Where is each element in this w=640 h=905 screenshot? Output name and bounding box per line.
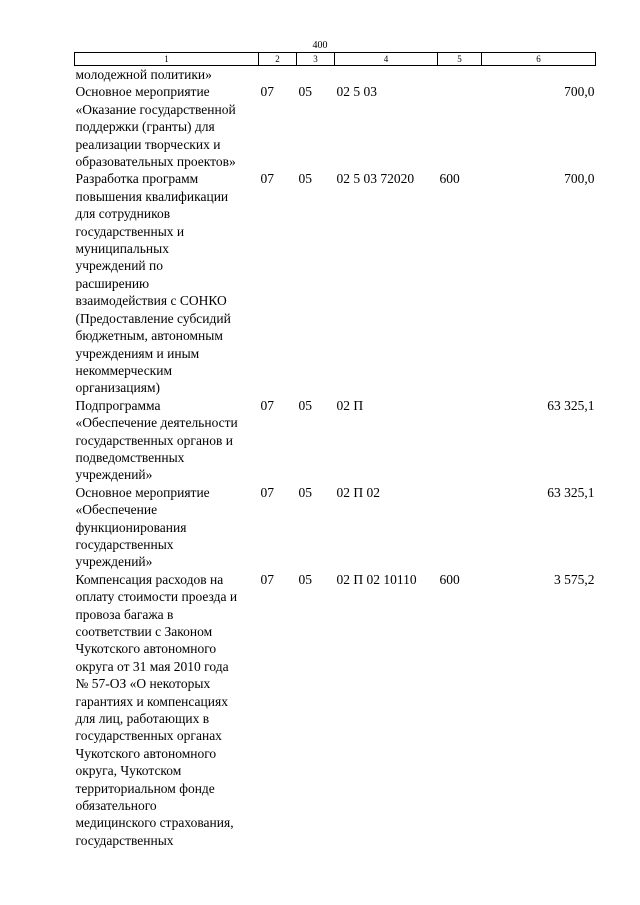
budget-table xyxy=(74,52,596,849)
table-row xyxy=(75,66,596,84)
row-name-line: учреждений по xyxy=(75,258,163,274)
row-expense-type-cell xyxy=(438,484,482,571)
row-name-line: территориальном фонде xyxy=(75,780,215,796)
row-name-line: государственных органов и xyxy=(75,432,233,448)
row-name-line: провоза багажа в xyxy=(75,606,174,622)
table-row xyxy=(75,170,596,396)
row-name-line: оплату стоимости проезда и xyxy=(75,589,238,605)
row-target-cell: 02 5 03 72020 xyxy=(336,171,415,187)
row-name-line: (Предоставление субсидий xyxy=(75,310,231,326)
row-name-cell xyxy=(75,170,259,396)
row-name-line: обязательного xyxy=(75,798,157,814)
row-amount-cell: 700,0 xyxy=(564,84,595,100)
row-name-line: организациям) xyxy=(75,380,161,396)
row-name-line: молодежной политики» xyxy=(75,67,212,82)
row-subsection-cell: 05 xyxy=(298,84,312,100)
row-section-cell xyxy=(259,66,297,84)
row-name-line: для лиц, работающих в xyxy=(75,711,210,727)
row-name-line: гарантиях и компенсациях xyxy=(75,693,228,709)
page-number: 400 xyxy=(312,40,328,51)
row-subsection-cell: 05 xyxy=(298,171,312,187)
row-subsection-cell: 05 xyxy=(298,571,312,587)
row-target-cell: 02 5 03 xyxy=(336,84,377,100)
row-amount-cell xyxy=(482,66,596,84)
row-amount-cell: 63 325,1 xyxy=(547,397,595,413)
row-name-cell xyxy=(75,83,259,170)
row-name-cell xyxy=(75,397,259,484)
row-amount-cell: 700,0 xyxy=(564,171,595,187)
row-name-line: Компенсация расходов на xyxy=(75,571,224,587)
column-header-amount: 6 xyxy=(482,53,596,66)
row-section-cell: 07 xyxy=(260,484,274,500)
row-amount-cell: 63 325,1 xyxy=(547,484,595,500)
row-name-line: повышения квалификации xyxy=(75,188,229,204)
row-name-line: учреждениям и иным xyxy=(75,345,200,361)
row-name-line: государственных органах xyxy=(75,728,222,744)
row-name-line: № 57-ОЗ «О некоторых xyxy=(75,676,211,692)
table-row xyxy=(75,484,596,571)
row-section-cell: 07 xyxy=(260,84,274,100)
row-name-line: расширению xyxy=(75,275,150,291)
row-target-cell: 02 П 02 10110 xyxy=(336,571,417,587)
row-name-line: учреждений» xyxy=(75,554,153,570)
column-header-section: 2 xyxy=(259,53,297,66)
row-name-line: государственных xyxy=(75,536,174,552)
column-number-row xyxy=(75,53,596,66)
row-name-line: «Оказание государственной xyxy=(75,101,236,117)
row-name-line: муниципальных xyxy=(75,241,169,257)
row-expense-type-cell: 600 xyxy=(439,571,460,587)
row-name-line: некоммерческим xyxy=(75,362,173,378)
row-expense-type-cell xyxy=(438,66,482,84)
row-name-line: государственных и xyxy=(75,223,185,239)
row-subsection-cell: 05 xyxy=(298,484,312,500)
row-name-line: поддержки (гранты) для xyxy=(75,119,215,135)
row-subsection-cell xyxy=(297,66,335,84)
row-name-line: учреждений» xyxy=(75,467,153,483)
row-name-line: образовательных проектов» xyxy=(75,154,236,170)
table-row xyxy=(75,83,596,170)
row-name-line: бюджетным, автономным xyxy=(75,328,223,344)
row-section-cell: 07 xyxy=(260,571,274,587)
row-name-line: функционирования xyxy=(75,519,187,535)
row-name-line: Подпрограмма xyxy=(75,397,161,413)
row-name-line: «Обеспечение xyxy=(75,502,158,518)
row-name-cell xyxy=(75,484,259,571)
row-name-line: округа от 31 мая 2010 года xyxy=(75,658,229,674)
row-subsection-cell: 05 xyxy=(298,397,312,413)
row-section-cell: 07 xyxy=(260,397,274,413)
row-target-cell: 02 П 02 xyxy=(336,484,380,500)
row-name-line: Чукотского автономного xyxy=(75,745,217,761)
row-name-cell xyxy=(75,571,259,850)
row-name-line: государственных xyxy=(75,832,174,848)
row-name-line: Основное мероприятие xyxy=(75,84,210,100)
table-row xyxy=(75,397,596,484)
row-name-line: Чукотского автономного xyxy=(75,641,217,657)
row-name-line: медицинского страхования, xyxy=(75,815,234,831)
row-name-line: Разработка программ xyxy=(75,171,199,187)
column-header-expense-type: 5 xyxy=(438,53,482,66)
row-expense-type-cell xyxy=(438,397,482,484)
row-name-line: «Обеспечение деятельности xyxy=(75,415,238,431)
table-row xyxy=(75,571,596,850)
row-amount-cell: 3 575,2 xyxy=(554,571,595,587)
row-section-cell: 07 xyxy=(260,171,274,187)
row-name-cell xyxy=(75,66,259,84)
column-header-subsection: 3 xyxy=(297,53,335,66)
row-name-line: взаимодействия с СОНКО xyxy=(75,293,227,309)
row-expense-type-cell xyxy=(438,83,482,170)
row-name-line: округа, Чукотском xyxy=(75,763,182,779)
row-name-line: Основное мероприятие xyxy=(75,484,210,500)
column-header-name: 1 xyxy=(75,53,259,66)
row-name-line: для сотрудников xyxy=(75,206,171,222)
column-header-target: 4 xyxy=(335,53,438,66)
row-name-line: соответствии с Законом xyxy=(75,624,213,639)
row-target-cell: 02 П xyxy=(336,397,364,413)
row-expense-type-cell: 600 xyxy=(439,171,460,187)
row-name-line: реализации творческих и xyxy=(75,136,221,152)
row-name-line: подведомственных xyxy=(75,449,185,465)
row-target-cell xyxy=(335,66,438,84)
